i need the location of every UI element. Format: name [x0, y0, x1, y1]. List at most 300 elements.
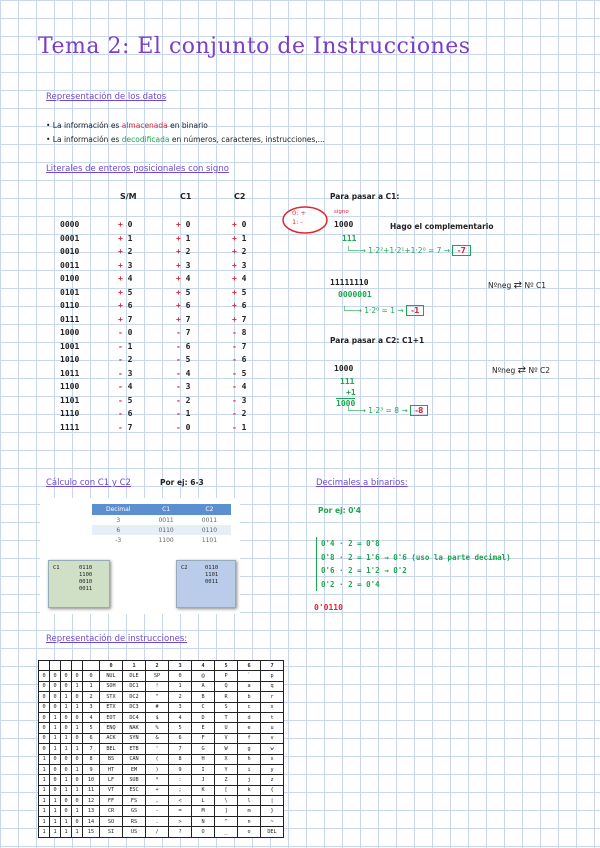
card-line: 0010	[79, 579, 93, 585]
binary-value: 0001	[60, 233, 80, 243]
sign-char: +	[176, 287, 181, 297]
table-cell: &	[146, 733, 169, 743]
section-heading-decimales: Decimales a binarios:	[316, 478, 408, 488]
table-cell: ENQ	[100, 723, 123, 733]
table-cell: R	[215, 692, 238, 702]
digit: 2	[180, 395, 191, 405]
table-cell: \	[215, 796, 238, 806]
table-cell: 1	[39, 754, 50, 764]
sign-char: -	[118, 382, 123, 391]
table-cell: ^	[215, 816, 238, 826]
table-row	[39, 692, 284, 702]
table-cell: r	[261, 692, 284, 702]
table-cell: V	[215, 733, 238, 743]
table-cell: u	[261, 723, 284, 733]
digit: 5	[122, 287, 133, 297]
column-header: 7	[261, 661, 284, 671]
c1-hago: Hago el complementario	[390, 222, 494, 231]
swap-arrows-icon: ⇄	[513, 280, 523, 291]
table-cell: =	[169, 806, 192, 816]
digit: 7	[180, 314, 191, 324]
table-cell: F	[192, 733, 215, 743]
table-cell: ,	[146, 796, 169, 806]
table-cell: w	[261, 744, 284, 754]
sign-char: -	[176, 368, 181, 378]
table-cell: E	[192, 723, 215, 733]
c1-conv-diagram	[488, 280, 546, 291]
digit: 0	[122, 328, 133, 337]
c1-value	[176, 409, 190, 418]
table-cell: %	[146, 723, 169, 733]
table-cell: a	[238, 681, 261, 691]
sign-char: +	[118, 247, 123, 256]
table-cell: 0	[50, 785, 61, 795]
table-cell: 1	[39, 775, 50, 785]
table-cell: /	[146, 827, 169, 837]
table-cell: 1	[72, 744, 83, 754]
table-row	[39, 764, 284, 774]
card-label: C1	[53, 565, 60, 571]
table-cell: 15	[83, 827, 100, 837]
table-cell: v	[261, 733, 284, 743]
c2-arrow: └──→ 1·2³ = 8 → -8	[346, 405, 428, 416]
sign-char: -	[118, 368, 123, 378]
table-cell: 1	[50, 796, 61, 806]
digit: 3	[122, 368, 133, 378]
digit: 5	[180, 287, 191, 297]
binary-value: 1011	[60, 368, 80, 378]
table-cell: |	[261, 796, 284, 806]
table-cell: 3	[116, 516, 121, 524]
table-cell: 1	[50, 723, 61, 733]
c2-value	[232, 382, 246, 391]
table-cell: i	[238, 764, 261, 774]
digit: 1	[236, 422, 247, 432]
c1-sum-card	[48, 560, 110, 608]
sm-value	[118, 274, 132, 283]
table-row	[39, 796, 284, 806]
table-cell: 0	[39, 692, 50, 702]
c1-value	[176, 396, 190, 405]
table-cell: 5	[83, 723, 100, 733]
highlight-decodificada: decodificada	[121, 135, 170, 144]
dec-result: 0'0110	[314, 603, 343, 612]
table-cell: H	[192, 754, 215, 764]
table-row	[39, 806, 284, 816]
bullet-text: • La información es	[46, 135, 120, 144]
table-cell: 0	[61, 671, 72, 681]
table-cell: STX	[100, 692, 123, 702]
bullet-almacenada	[46, 121, 208, 130]
table-row	[39, 702, 284, 712]
table-cell: SO	[100, 816, 123, 826]
table-cell: 0	[72, 816, 83, 826]
c1-value	[176, 261, 190, 270]
sign-char: -	[176, 409, 181, 418]
table-cell: +	[146, 785, 169, 795]
table-cell: 0	[61, 764, 72, 774]
table-cell: 0	[61, 806, 72, 816]
table-cell: T	[215, 712, 238, 722]
th-c2: C2	[188, 504, 231, 515]
table-cell: DC4	[123, 712, 146, 722]
table-cell: CAN	[123, 754, 146, 764]
table-cell: 0	[50, 671, 61, 681]
c1-number-1: 1000	[334, 220, 354, 229]
sm-value	[118, 355, 132, 364]
c2-value	[232, 288, 246, 297]
binary-value: 1110	[60, 409, 80, 418]
table-cell: 0	[169, 671, 192, 681]
digit: 4	[122, 382, 133, 391]
table-cell: DC1	[123, 681, 146, 691]
table-cell: <	[169, 796, 192, 806]
digit: 2	[236, 409, 247, 418]
table-cell: DEL	[261, 827, 284, 837]
table-cell: 6	[169, 733, 192, 743]
sign-char: +	[118, 274, 123, 283]
c1-value	[176, 369, 190, 378]
sign-char: +	[118, 287, 123, 297]
table-cell: K	[192, 785, 215, 795]
table-cell: 0	[39, 671, 50, 681]
table-cell: `	[238, 671, 261, 681]
digit: 6	[236, 301, 247, 310]
digit: 4	[236, 274, 247, 283]
sign-char: -	[118, 409, 123, 418]
c2-sum: 1000	[336, 399, 356, 408]
c1-value	[176, 382, 190, 391]
table-cell: -	[146, 806, 169, 816]
page-title: Tema 2: El conjunto de Instrucciones	[38, 34, 471, 59]
table-cell: 12	[83, 796, 100, 806]
table-cell: 1	[50, 816, 61, 826]
table-cell: SP	[146, 671, 169, 681]
ascii-table	[38, 660, 284, 838]
table-cell: L	[192, 796, 215, 806]
table-cell: 1	[39, 816, 50, 826]
table-cell: h	[238, 754, 261, 764]
conv-neg-label: Nºneg	[492, 366, 516, 375]
c1-value	[176, 355, 190, 364]
sign-char: +	[176, 314, 181, 324]
digit: 1	[122, 341, 133, 351]
sign-cloud	[280, 204, 330, 240]
sm-value	[118, 234, 132, 243]
table-cell: 0	[72, 775, 83, 785]
table-cell: b	[238, 692, 261, 702]
column-header: 2	[146, 661, 169, 671]
c1-value	[176, 274, 190, 283]
sign-char: -	[176, 355, 181, 364]
table-cell: 1	[61, 692, 72, 702]
table-cell: SI	[100, 827, 123, 837]
c2-value	[232, 396, 246, 405]
c1-arrow-2: └──→ 1·2⁰ = 1 → -1	[342, 305, 424, 316]
sign-char: -	[118, 328, 123, 337]
cloud-line-negative: 1: -	[292, 218, 303, 226]
table-cell: U	[215, 723, 238, 733]
card-line: 0011	[79, 586, 93, 592]
c2-value	[232, 234, 246, 243]
table-cell: GS	[123, 806, 146, 816]
table-cell: 1	[50, 712, 61, 722]
table-cell: P	[215, 671, 238, 681]
table-cell: DLE	[123, 671, 146, 681]
digit: 3	[180, 260, 191, 270]
sign-char: +	[176, 260, 181, 270]
table-cell: 1	[72, 827, 83, 837]
c1-number-2b: 0000001	[338, 290, 372, 299]
sign-char: -	[232, 409, 237, 418]
binary-value: 1000	[60, 328, 80, 337]
table-cell: EM	[123, 764, 146, 774]
sign-char: -	[232, 382, 237, 391]
digit: 5	[236, 287, 247, 297]
section-heading-datos: Representación de los datos	[46, 92, 167, 102]
table-cell: c	[238, 702, 261, 712]
table-cell: $	[146, 712, 169, 722]
dec-step: 0'8 · 2 = 1'6	[321, 552, 380, 562]
table-cell: 0	[39, 681, 50, 691]
table-cell: ~	[261, 816, 284, 826]
table-cell: 3	[83, 702, 100, 712]
table-cell: D	[192, 712, 215, 722]
digit: 5	[236, 368, 247, 378]
dec-note: → 0'6 (uso la parte decimal)	[384, 552, 511, 562]
c1-number-2: 11111110	[330, 278, 369, 287]
digit: 0	[236, 220, 247, 229]
table-row	[39, 816, 284, 826]
card-label: C2	[181, 565, 188, 571]
card-line: 1101	[205, 572, 219, 578]
table-cell: 6	[83, 733, 100, 743]
table-cell: M	[192, 806, 215, 816]
c2-number-1: 1000	[334, 364, 354, 373]
table-cell: 1	[72, 764, 83, 774]
table-cell: 1	[39, 796, 50, 806]
table-cell: FF	[100, 796, 123, 806]
c1-value	[176, 288, 190, 297]
table-cell: O	[192, 827, 215, 837]
table-cell: 0011	[158, 516, 174, 524]
table-cell: 1	[39, 785, 50, 795]
digit: 7	[180, 328, 191, 337]
table-cell: g	[238, 744, 261, 754]
sm-value	[118, 315, 132, 324]
table-cell: >	[169, 816, 192, 826]
sign-char: +	[118, 260, 123, 270]
binary-value: 0110	[60, 301, 80, 310]
calc-example: Por ej: 6-3	[160, 478, 204, 487]
table-cell: d	[238, 712, 261, 722]
table-cell: 0	[61, 723, 72, 733]
sign-char: -	[176, 395, 181, 405]
table-cell: 1	[72, 806, 83, 816]
card-line: 0011	[205, 579, 219, 585]
c2-number-1b: 111	[340, 377, 355, 386]
table-cell: .	[146, 816, 169, 826]
col-header-c1: C1	[180, 192, 192, 201]
digit: 2	[180, 247, 191, 256]
digit: 4	[122, 274, 133, 283]
table-cell: e	[238, 723, 261, 733]
sm-value	[118, 328, 132, 337]
digit: 1	[236, 233, 247, 243]
table-cell: VT	[100, 785, 123, 795]
sign-char: +	[176, 247, 181, 256]
sm-value	[118, 369, 132, 378]
table-cell: SUB	[123, 775, 146, 785]
table-row	[39, 681, 284, 691]
table-cell: 1	[61, 702, 72, 712]
table-cell: j	[238, 775, 261, 785]
binary-value: 0000	[60, 220, 80, 229]
table-cell: 1	[72, 785, 83, 795]
c2-result: -8	[410, 405, 428, 416]
table-cell: 0	[39, 712, 50, 722]
c1-result-1: -7	[452, 245, 470, 256]
table-cell: 0	[61, 796, 72, 806]
table-cell: ]	[215, 806, 238, 816]
table-cell: 2	[83, 692, 100, 702]
table-cell: ETB	[123, 744, 146, 754]
table-cell: }	[261, 806, 284, 816]
table-cell: 1	[61, 775, 72, 785]
header-cell	[39, 661, 50, 671]
table-cell: 0	[72, 733, 83, 743]
table-cell: 1	[39, 764, 50, 774]
table-cell: k	[238, 785, 261, 795]
table-cell: 0	[61, 754, 72, 764]
table-cell: N	[192, 816, 215, 826]
digit: 5	[180, 355, 191, 364]
digit: 2	[122, 247, 133, 256]
table-cell: X	[215, 754, 238, 764]
c2-sum-card	[176, 560, 236, 608]
table-cell: -3	[115, 536, 122, 544]
card-line: 0110	[205, 565, 219, 571]
table-cell: n	[238, 816, 261, 826]
digit: 6	[180, 301, 191, 310]
sm-value	[118, 288, 132, 297]
column-header: 6	[238, 661, 261, 671]
table-cell: s	[261, 702, 284, 712]
digit: 6	[122, 301, 133, 310]
table-cell: 0	[50, 754, 61, 764]
binary-value: 0111	[60, 314, 80, 324]
table-cell: *	[146, 775, 169, 785]
digit: 5	[122, 395, 133, 405]
sign-char: -	[232, 395, 237, 405]
table-cell: :	[169, 775, 192, 785]
sign-char: -	[176, 328, 181, 337]
table-row	[39, 754, 284, 764]
sign-char: +	[176, 233, 181, 243]
sign-char: -	[232, 341, 237, 351]
table-cell: ?	[169, 827, 192, 837]
column-header: 5	[215, 661, 238, 671]
table-cell: DC2	[123, 692, 146, 702]
sm-value	[118, 409, 132, 418]
card-line: 1100	[79, 572, 93, 578]
table-cell: 1	[61, 816, 72, 826]
bullet-text: • La información es	[46, 121, 120, 130]
table-cell: SYN	[123, 733, 146, 743]
table-cell: )	[146, 764, 169, 774]
table-cell: 0	[72, 796, 83, 806]
table-row	[39, 827, 284, 837]
sign-char: -	[118, 422, 123, 432]
c2-heading: Para pasar a C2: C1+1	[330, 336, 425, 345]
sign-char: -	[118, 395, 123, 405]
c2-value	[232, 274, 246, 283]
table-row	[39, 671, 284, 681]
table-cell: 4	[169, 712, 192, 722]
header-cell	[50, 661, 61, 671]
table-cell: 0011	[201, 516, 218, 524]
calc-panel	[40, 498, 240, 614]
table-cell: "	[146, 692, 169, 702]
table-cell: 0110	[144, 525, 187, 535]
digit: 0	[180, 422, 191, 432]
table-cell: BS	[100, 754, 123, 764]
table-cell: 0	[72, 712, 83, 722]
table-cell: 14	[83, 816, 100, 826]
table-cell: 0	[72, 754, 83, 764]
table-cell: EOT	[100, 712, 123, 722]
c1-result-2: -1	[406, 305, 424, 316]
sign-char: +	[232, 287, 237, 297]
dec-steps	[316, 537, 511, 591]
table-row	[39, 712, 284, 722]
sign-char: -	[176, 341, 181, 351]
table-cell: 9	[169, 764, 192, 774]
sign-char: -	[118, 355, 123, 364]
table-cell: 0	[50, 681, 61, 691]
table-cell: CR	[100, 806, 123, 816]
c1-eq-1: 1·2²+1·2¹+1·2⁰ = 7	[368, 246, 442, 255]
col-header-c2: C2	[234, 192, 246, 201]
col-header-sm: S/M	[120, 192, 137, 201]
table-cell: {	[261, 785, 284, 795]
sign-char: -	[232, 368, 237, 378]
sign-char: +	[232, 233, 237, 243]
table-row	[39, 733, 284, 743]
table-cell: (	[146, 754, 169, 764]
bullet-decodificada	[46, 135, 325, 144]
table-cell: 1	[50, 827, 61, 837]
c2-plus-one: +1	[346, 388, 356, 397]
table-cell: 1100	[158, 536, 174, 544]
table-cell: 13	[83, 806, 100, 816]
table-cell: SOH	[100, 681, 123, 691]
table-cell: 1	[83, 681, 100, 691]
sign-char: +	[118, 233, 123, 243]
table-cell: 10	[83, 775, 100, 785]
table-cell: l	[238, 796, 261, 806]
table-cell: 9	[83, 764, 100, 774]
dec-example: Por ej: 0'4	[318, 506, 361, 515]
sign-char: +	[176, 220, 181, 229]
table-cell: 1101	[201, 536, 218, 544]
table-cell: q	[261, 681, 284, 691]
table-cell: ETX	[100, 702, 123, 712]
c2-value	[232, 355, 246, 364]
digit: 0	[180, 220, 191, 229]
column-header: 1	[123, 661, 146, 671]
binary-value: 0100	[60, 274, 80, 283]
